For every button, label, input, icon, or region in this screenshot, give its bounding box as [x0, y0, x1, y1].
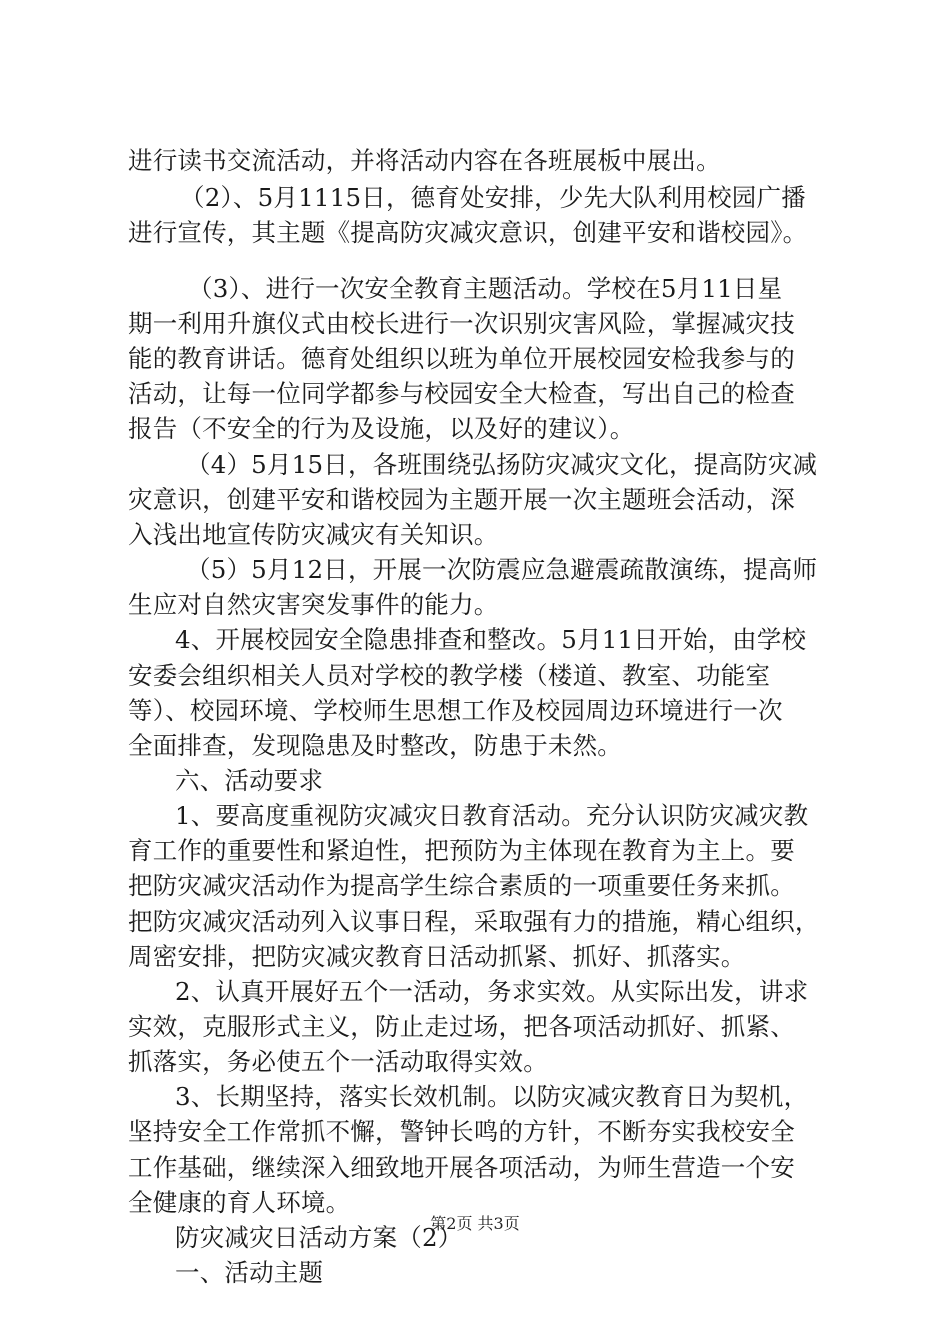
text-line: 期一利用升旗仪式由校长进行一次识别灾害风险，掌握减灾技 — [128, 309, 795, 338]
text-line: 工作基础，继续深入细致地开展各项活动，为师生营造一个安 — [128, 1153, 795, 1182]
text-line: （2）、5月1115日，德育处安排，少先大队利用校园广播 — [180, 183, 806, 212]
text-line: 坚持安全工作常抓不懈，警钟长鸣的方针，不断夯实我校安全 — [128, 1117, 795, 1146]
text-line: 把防灾减灾活动作为提高学生综合素质的一项重要任务来抓。 — [128, 871, 795, 900]
text-line: 活动，让每一位同学都参与校园安全大检查，写出自己的检查 — [128, 379, 795, 408]
text-line: 报告（不安全的行为及设施，以及好的建议）。 — [128, 414, 635, 443]
text-line: 全面排查，发现隐患及时整改，防患于未然。 — [128, 731, 622, 760]
text-line: 育工作的重要性和紧迫性，把预防为主体现在教育为主上。要 — [128, 836, 795, 865]
text-line: 实效，克服形式主义，防止走过场，把各项活动抓好、抓紧、 — [128, 1012, 795, 1041]
text-line: 1、要高度重视防灾减灾日教育活动。充分认识防灾减灾教 — [175, 801, 809, 830]
text-line: 六、活动要求 — [175, 766, 324, 795]
text-line: 进行读书交流活动，并将活动内容在各班展板中展出。 — [128, 146, 721, 175]
text-line: 灾意识，创建平安和谐校园为主题开展一次主题班会活动，深 — [128, 485, 795, 514]
text-line: 等）、校园环境、学校师生思想工作及校园周边环境进行一次 — [128, 696, 783, 725]
text-line: 进行宣传，其主题《提高防灾减灾意识，创建平安和谐校园》。 — [128, 218, 808, 247]
text-line: 4、开展校园安全隐患排查和整改。5月11日开始，由学校 — [175, 625, 807, 654]
text-line: 一、活动主题 — [175, 1258, 324, 1287]
text-line: 安委会组织相关人员对学校的教学楼（楼道、教室、功能室 — [128, 661, 771, 690]
text-line: （3）、进行一次安全教育主题活动。学校在5月11日星 — [188, 274, 783, 303]
text-line: （5）5月12日，开展一次防震应急避震疏散演练，提高师 — [186, 555, 818, 584]
text-line: 生应对自然灾害突发事件的能力。 — [128, 590, 499, 619]
text-line: 全健康的育人环境。 — [128, 1188, 351, 1217]
text-line: 能的教育讲话。德育处组织以班为单位开展校园安检我参与的 — [128, 344, 795, 373]
text-line: 2、认真开展好五个一活动，务求实效。从实际出发，讲求 — [175, 977, 809, 1006]
text-line: 抓落实，务必使五个一活动取得实效。 — [128, 1047, 548, 1076]
text-line: 3、长期坚持，落实长效机制。以防灾减灾教育日为契机， — [175, 1082, 809, 1111]
page-footer: 第2页 共3页 — [430, 1214, 520, 1233]
text-line: 周密安排，把防灾减灾教育日活动抓紧、抓好、抓落实。 — [128, 942, 746, 971]
text-line: 防灾减灾日活动方案（2） — [175, 1223, 463, 1252]
text-line: （4）5月15日，各班围绕弘扬防灾减灾文化，提高防灾减 — [186, 450, 818, 479]
text-line: 把防灾减灾活动列入议事日程，采取强有力的措施，精心组织， — [128, 907, 820, 936]
text-line: 入浅出地宣传防灾减灾有关知识。 — [128, 520, 499, 549]
